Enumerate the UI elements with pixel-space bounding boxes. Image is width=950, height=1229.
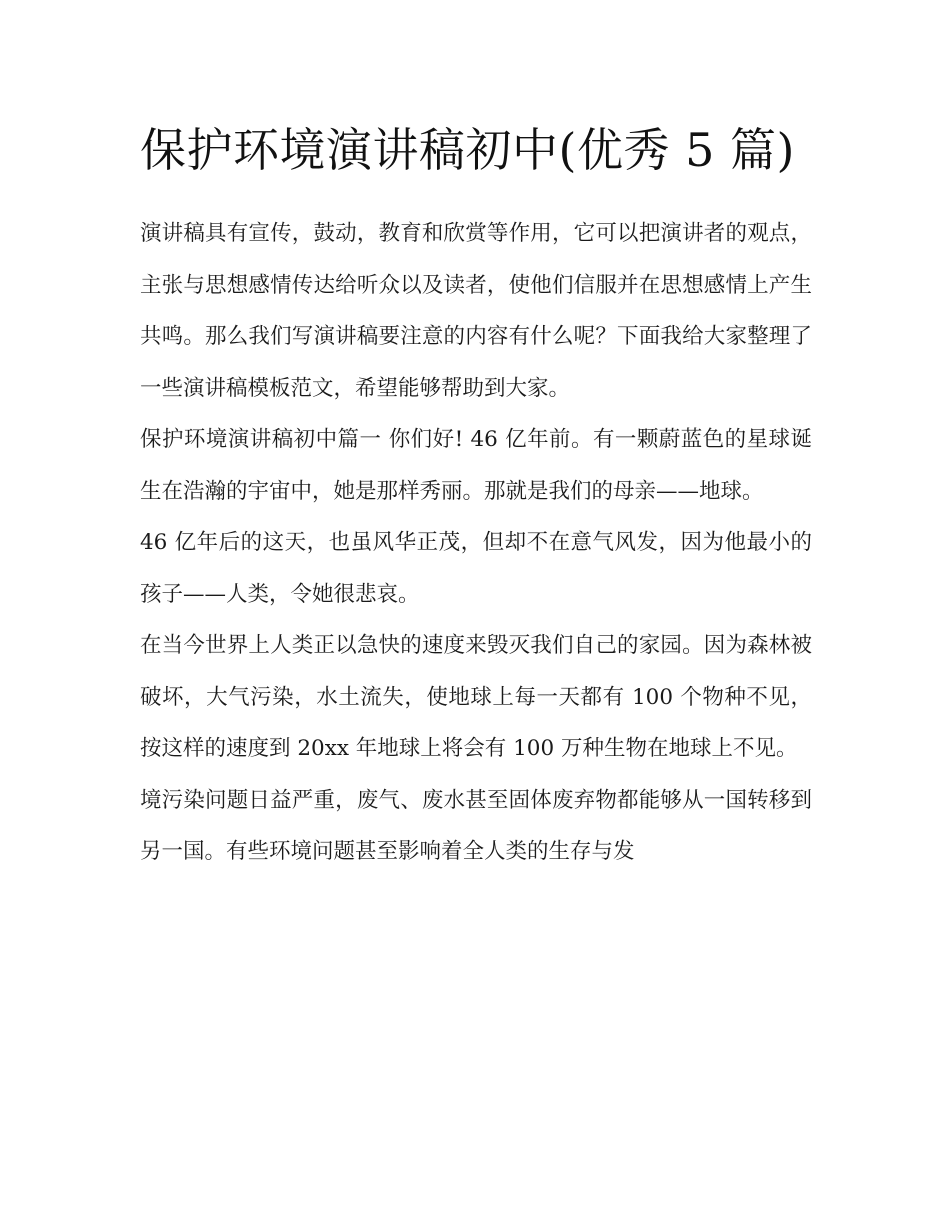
document-title: 保护环境演讲稿初中(优秀 5 篇): [140, 123, 795, 177]
paragraph-destruction: 在当今世界上人类正以急快的速度来毁灭我们自己的家园。因为森林被破坏，大气污染，水土流失，使地球上每一天都有 100 个物种不见，按这样的速度到 20xx 年地球上将会有 100 万种生物在地球上不见。: [140, 633, 812, 761]
paragraph-speech-one: 保护环境演讲稿初中篇一 你们好! 46 亿年前。有一颗蔚蓝色的星球诞生在浩瀚的宇宙中，她是那样秀丽。那就是我们的母亲——地球。: [140, 427, 812, 504]
title-spacer: [140, 188, 812, 208]
paragraph-pollution: 境污染问题日益严重，废气、废水甚至固体废弃物都能够从一国转移到另一国。有些环境问题甚至影响着全人类的生存与发: [140, 787, 812, 864]
paragraph-intro: 演讲稿具有宣传，鼓动，教育和欣赏等作用，它可以把演讲者的观点，主张与思想感情传达给听众以及读者，使他们信服并在思想感情上产生共鸣。那么我们写演讲稿要注意的内容有什么呢？下面我给大家整理了一些演讲稿模板范文，希望能够帮助到大家。: [140, 221, 812, 401]
document-body: [140, 112, 812, 878]
paragraph-earth-today: 46 亿年后的这天，也虽风华正茂，但却不在意气风发，因为他最小的孩子——人类，令她很悲哀。: [140, 530, 812, 607]
